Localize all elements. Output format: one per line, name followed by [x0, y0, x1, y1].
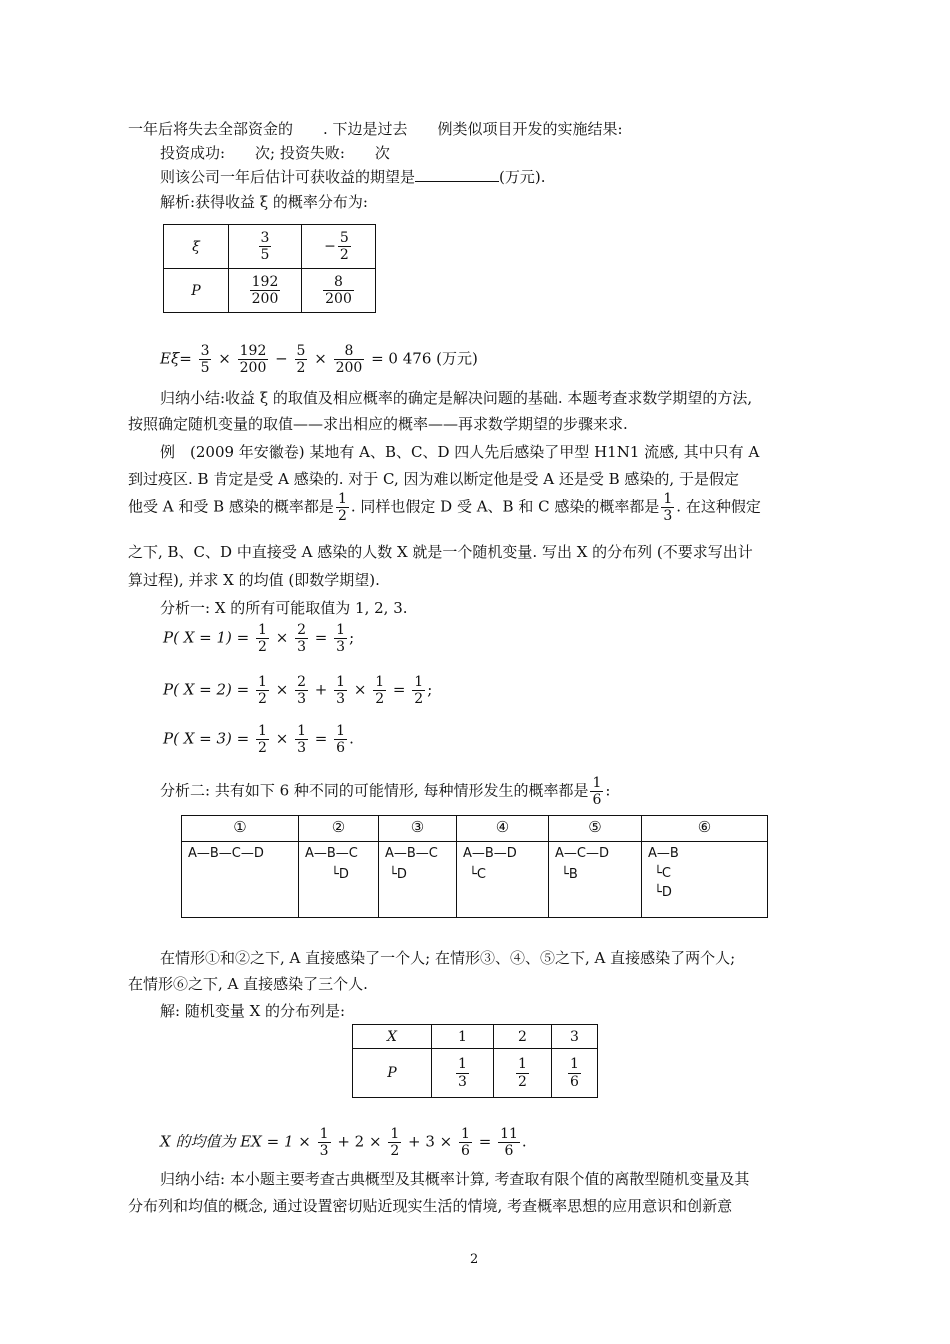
case3-line2: └D [389, 866, 407, 882]
xi-v2-sign: − [324, 238, 336, 255]
r3-eq: = [314, 729, 328, 748]
intro-line-2: 投资成功: 次; 投资失败: 次 [160, 144, 390, 162]
half-den: 2 [337, 508, 347, 525]
intro-line-3-unit: (万元). [499, 168, 546, 186]
intro-line-1: 一年后将失去全部资金的 . 下边是过去 例类似项目开发的实施结果: [128, 120, 623, 138]
r2-end: ; [427, 680, 433, 699]
case4-line2: └C [469, 866, 486, 882]
p-v1-num: 192 [251, 273, 279, 290]
ex2-op2: + 3 × [408, 1132, 453, 1151]
r2-b-num: 2 [297, 674, 306, 690]
px1-num: 1 [458, 1056, 467, 1073]
case4-line1: A—B—D [463, 846, 517, 861]
prob-x-1 [163, 622, 354, 655]
r1-b-den: 3 [297, 639, 306, 656]
ex2-f1n: 1 [319, 1126, 329, 1142]
xi-v1-den: 5 [260, 247, 270, 263]
xi-v1-num: 3 [260, 229, 270, 246]
ex1-f1d: 5 [200, 360, 210, 377]
r2-a-num: 1 [258, 674, 267, 690]
analysis-1-heading: 分析一: X 的所有可能取值为 1, 2, 3. [160, 599, 408, 617]
px2-num: 1 [518, 1056, 527, 1073]
r2-op2: + [314, 680, 328, 699]
ex1-f2n: 192 [239, 343, 267, 359]
problem-line-2: 到过疫区. B 肯定是受 A 感染的. 对于 C, 因为难以断定他是受 A 还是受 B 感染的, 于是假定 [128, 470, 739, 488]
x-value-2: 2 [494, 1025, 552, 1049]
infection-cases-table [181, 815, 768, 918]
r1-end: ; [349, 628, 355, 647]
xi-v2-num: 5 [339, 229, 349, 246]
p-v2-den: 200 [325, 291, 352, 307]
case-header-4: ④ [457, 816, 549, 842]
problem-line-3 [128, 491, 761, 524]
ex2-f3d: 6 [461, 1143, 470, 1160]
px1-label: P( X = 1) = [163, 628, 250, 647]
ex2-rd: 6 [504, 1143, 514, 1160]
ex2-eq: = [478, 1132, 492, 1151]
px2-den: 2 [518, 1073, 527, 1090]
analysis-2-text: 分析二: 共有如下 6 种不同的可能情形, 每种情形发生的概率都是 [160, 781, 589, 800]
ex2-f2n: 1 [390, 1126, 400, 1142]
x-distribution-table [352, 1024, 598, 1098]
case5-line2: └B [561, 866, 578, 882]
case-cell-3 [379, 842, 457, 918]
xi-label: ξ [164, 225, 229, 269]
r2-c-num: 1 [336, 674, 346, 690]
analysis-2-heading [160, 775, 610, 808]
r1-eq: = [314, 628, 328, 647]
prob-x-3 [163, 723, 354, 756]
r3-a-num: 1 [258, 723, 267, 739]
px2-label: P( X = 2) = [163, 680, 250, 699]
problem-line-3b: . 同样也假定 D 受 A、B 和 C 感染的概率都是 [350, 497, 660, 516]
case-cell-4 [457, 842, 549, 918]
case-cell-5 [549, 842, 642, 918]
half-num: 1 [337, 491, 347, 507]
r2-b-den: 3 [297, 691, 306, 708]
case-header-2: ② [299, 816, 379, 842]
r3-b-num: 1 [297, 723, 306, 739]
case6-line2: └C [654, 865, 671, 881]
r2-e-den: 2 [414, 691, 424, 708]
prob-x-2 [163, 674, 432, 707]
third-num: 1 [663, 491, 673, 507]
p-value-2 [302, 269, 376, 313]
problem-line-4: 之下, B、C、D 中直接受 A 感染的人数 X 就是一个随机变量. 写出 X 的分布列 (不要求写出计 [128, 543, 753, 561]
px3-num: 1 [570, 1056, 579, 1073]
xi-v2-den: 2 [339, 247, 349, 263]
sixth-den: 6 [592, 792, 602, 809]
px3-den: 6 [570, 1073, 579, 1090]
xi-distribution-table [163, 224, 376, 313]
summary-2-line-1: 归纳小结: 本小题主要考查古典概型及其概率计算, 考查取有限个值的离散型随机变量及其 [160, 1170, 750, 1188]
r2-op3: × [353, 680, 367, 699]
problem-line-3c: . 在这种假定 [676, 497, 761, 516]
case-header-5: ⑤ [549, 816, 642, 842]
p-v1-den: 200 [251, 291, 279, 307]
case-cell-6 [642, 842, 768, 918]
case2-line1: A—B—C [305, 846, 358, 861]
summary-2-line-2: 分布列和均值的概念, 通过设置密切贴近现实生活的情境, 考查概率思想的应用意识和创新意 [128, 1197, 733, 1215]
solution-heading: 解: 随机变量 X 的分布列是: [160, 1002, 346, 1020]
x-label: X [353, 1025, 432, 1049]
ex1-op1: × [218, 349, 231, 368]
r2-d-num: 1 [375, 674, 385, 690]
summary-1-line-2: 按照确定随机变量的取值——求出相应的概率——再求数学期望的步骤来求. [128, 415, 628, 433]
r3-op1: × [275, 729, 289, 748]
case-header-1: ① [182, 816, 299, 842]
case6-line3: └D [654, 885, 672, 901]
ex2-f1d: 3 [319, 1143, 329, 1160]
ex1-f4n: 8 [334, 343, 365, 360]
intro-line-3-text: 则该公司一年后估计可获收益的期望是 [160, 168, 416, 186]
analysis-heading: 解析:获得收益 ξ 的概率分布为: [160, 193, 368, 211]
ex1-rhs: = 0 476 (万元) [371, 349, 478, 368]
r2-d-den: 2 [375, 691, 385, 708]
case3-line1: A—B—C [385, 846, 438, 861]
p-label: P [164, 269, 229, 313]
r1-b-num: 2 [297, 622, 306, 638]
px-value-3 [552, 1049, 598, 1098]
r2-e-num: 1 [414, 674, 424, 690]
r2-eq: = [392, 680, 406, 699]
x-value-1: 1 [432, 1025, 494, 1049]
r1-op1: × [275, 628, 289, 647]
problem-line-1: 例 (2009 年安徽卷) 某地有 A、B、C、D 四人先后感染了甲型 H1N1 流感, 其中只有 A [160, 443, 760, 461]
case-header-6: ⑥ [642, 816, 768, 842]
r3-c-den: 6 [336, 740, 346, 757]
ex2-end: . [521, 1132, 527, 1151]
ex1-f2d: 200 [239, 360, 267, 377]
ex1-op2: − [275, 349, 288, 368]
px-value-2 [494, 1049, 552, 1098]
cases-conclusion-1: 在情形①和②之下, A 直接感染了一个人; 在情形③、④、⑤之下, A 直接感染了两个人; [160, 949, 736, 967]
px1-den: 3 [458, 1073, 467, 1090]
problem-line-5: 算过程), 并求 X 的均值 (即数学期望). [128, 571, 380, 589]
case-cell-2 [299, 842, 379, 918]
r3-c-num: 1 [336, 723, 346, 739]
ex2-f3n: 1 [461, 1126, 470, 1142]
ex2-f2d: 2 [390, 1143, 400, 1160]
px-value-1 [432, 1049, 494, 1098]
problem-line-3a: 他受 A 和受 B 感染的概率都是 [128, 497, 334, 516]
case-header-3: ③ [379, 816, 457, 842]
case-cell-1 [182, 842, 299, 918]
xi-value-2 [302, 225, 376, 269]
ex1-op3: × [314, 349, 327, 368]
r2-op1: × [275, 680, 289, 699]
p-value-1 [229, 269, 302, 313]
ex2-op1: + 2 × [337, 1132, 382, 1151]
r1-a-num: 1 [258, 622, 267, 638]
ex1-lhs: Eξ= [160, 349, 192, 368]
case6-line1: A—B [648, 846, 679, 861]
sixth-num: 1 [592, 775, 602, 791]
px3-label: P( X = 3) = [163, 729, 250, 748]
xi-value-1 [229, 225, 302, 269]
analysis-2-colon: : [605, 781, 611, 800]
answer-blank [415, 167, 499, 182]
r1-c-num: 1 [336, 622, 346, 638]
ex1-f4d: 200 [335, 360, 363, 377]
intro-line-3 [160, 166, 546, 187]
third-den: 3 [663, 508, 673, 525]
case5-line1: A—C—D [555, 846, 609, 861]
r3-a-den: 2 [258, 740, 267, 757]
p-v2-num: 8 [323, 274, 354, 291]
case2-line2: └D [331, 866, 349, 882]
ex1-f3n: 5 [296, 343, 306, 359]
summary-1-line-1: 归纳小结:收益 ξ 的取值及相应概率的确定是解决问题的基础. 本题考查求数学期望的方法, [160, 389, 753, 407]
r1-c-den: 3 [336, 639, 346, 656]
x-value-3: 3 [552, 1025, 598, 1049]
r2-c-den: 3 [336, 691, 346, 708]
case1-line1: A—B—C—D [188, 846, 264, 861]
px-label: P [353, 1049, 432, 1098]
page-number: 2 [470, 1252, 479, 1267]
expectation-2 [160, 1126, 527, 1159]
r3-end: . [349, 729, 354, 748]
ex1-f3d: 2 [296, 360, 306, 377]
r2-a-den: 2 [258, 691, 267, 708]
cases-conclusion-2: 在情形⑥之下, A 直接感染了三个人. [128, 975, 368, 993]
r3-b-den: 3 [297, 740, 306, 757]
ex1-f1n: 3 [200, 343, 210, 359]
ex2-lhs: X 的均值为 EX = 1 × [160, 1132, 311, 1151]
expectation-1 [160, 343, 478, 376]
r1-a-den: 2 [258, 639, 267, 656]
ex2-rn: 11 [500, 1126, 518, 1142]
